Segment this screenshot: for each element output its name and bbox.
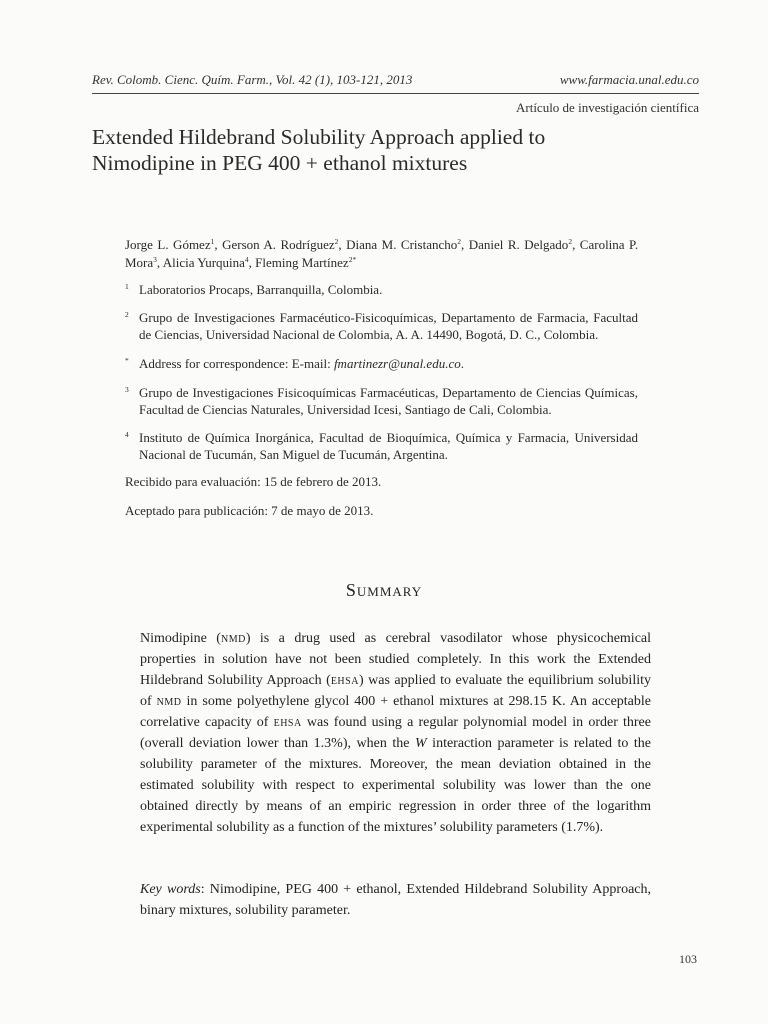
keywords (140, 879, 651, 921)
abstract-paragraph: Nimodipine (nmd) is a drug used as cerebral vasodilator whose physicochemical properties in solution have not been studied completely. In this work the Extended Hildebrand Solubility Approach (ehsa) was applied to evaluate the equilibrium solubility of nmd in some polyethylene glycol 400 + ethanol mixtures at 298.15 K. An acceptable correlative capacity of ehsa was found using a regular polynomial model in order three (overall deviation lower than 1.3%), when the W interaction parameter is related to the solubility parameter of the mixtures. Moreover, the mean deviation obtained in the estimated solubility with respect to experimental solubility was lower than the one obtained directly by means of an empiric regression in order three of the logarithm experimental solubility as a function of the mixtures’ solubility parameters (1.7%). (140, 631, 652, 835)
article-type: Artículo de investigación científica (515, 100, 699, 115)
header-rule (92, 93, 699, 94)
journal-citation: Rev. Colomb. Cienc. Quím. Farm., Vol. 42 (1), 103-121, 2013 (92, 72, 413, 87)
author: Carolina P. Mora$^3$, (125, 237, 639, 270)
correspondence-text: Address for correspondence: E-mail: fmartinezr@unal.edu.co. (139, 356, 464, 371)
affiliation-text: Grupo de Investigaciones Fisicoquímicas Farmacéuticas, Departamento de Ciencias Químicas, Facultad de Ciencias Naturales, Universidad Icesi, Santiago de Cali, Colombia. (139, 385, 638, 417)
article-title: Extended Hildebrand Solubility Approach applied to Nimodipine in PEG 400 + ethanol mixtures (92, 125, 546, 175)
journal-url[interactable]: www.farmacia.unal.edu.co (559, 72, 699, 87)
running-head (92, 72, 699, 88)
accepted-date: Aceptado para publicación: 7 de mayo de 2013. (125, 503, 374, 518)
correspondence (125, 355, 638, 372)
affiliation-mark: 1 (125, 282, 129, 291)
author: Diana M. Cristancho$^2$, (346, 237, 469, 252)
received-date: Recibido para evaluación: 15 de febrero de 2013. (125, 474, 382, 489)
page-number: 103 (679, 952, 697, 966)
affiliation-3 (125, 384, 638, 418)
email-link[interactable]: fmartinezr@unal.edu.co (333, 356, 461, 371)
author: Gerson A. Rodríguez$^2$, (222, 237, 347, 252)
affiliation-mark: 2 (125, 310, 129, 319)
affiliation-4 (125, 429, 638, 463)
affiliation-mark: 4 (125, 430, 129, 439)
author-list (125, 236, 638, 272)
affiliation-text: Laboratorios Procaps, Barranquilla, Colombia. (139, 282, 383, 297)
author: Alicia Yurquina$^4$, (162, 255, 256, 270)
affiliation-2 (125, 309, 638, 343)
author: Jorge L. Gómez$^1$, (125, 237, 223, 252)
affiliation-text: Instituto de Química Inorgánica, Facultad de Bioquímica, Química y Farmacia, Universidad Nacional de Tucumán, San Miguel de Tucumán, Argentina. (139, 430, 638, 462)
author: Daniel R. Delgado$^2$, (468, 237, 580, 252)
affiliation-mark: 3 (125, 385, 129, 394)
keywords-label: Key words (140, 882, 201, 897)
author: Fleming Martínez$^{2*}$ (255, 255, 357, 270)
affiliation-text: Grupo de Investigaciones Farmacéutico-Fisicoquímicas, Departamento de Farmacia, Facultad de Ciencias, Universidad Nacional de Colombia, A. A. 14490, Bogotá, D. C., Colombia. (139, 310, 638, 342)
affiliation-mark: * (125, 356, 129, 365)
summary-heading: Summary (345, 580, 423, 600)
affiliation-1 (125, 281, 638, 298)
keywords-text: : Nimodipine, PEG 400 + ethanol, Extended Hildebrand Solubility Approach, binary mixtures, solubility parameter. (140, 882, 651, 918)
